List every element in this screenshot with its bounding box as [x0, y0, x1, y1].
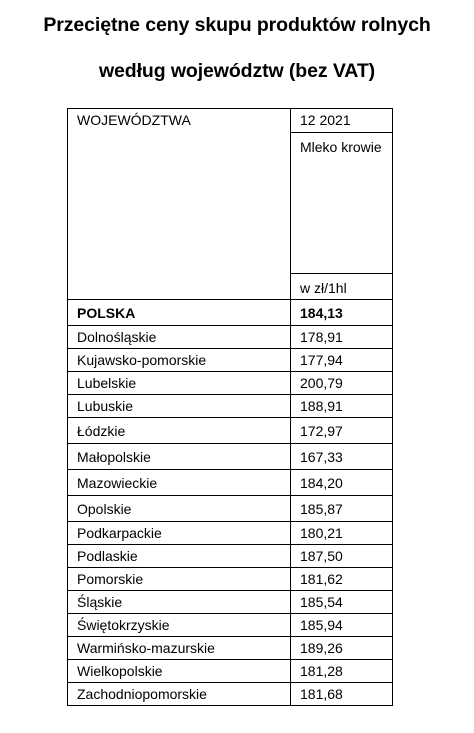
row-price: 181,68: [291, 683, 393, 706]
row-price: 187,50: [291, 545, 393, 568]
row-name: Łódzkie: [68, 418, 291, 444]
row-name: Opolskie: [68, 496, 291, 522]
header-unit: w zł/1hl: [291, 274, 393, 300]
table-row: [68, 545, 393, 568]
row-price: 181,62: [291, 568, 393, 591]
table-row: [68, 683, 393, 706]
row-price: 185,94: [291, 614, 393, 637]
row-name: Lubuskie: [68, 395, 291, 418]
row-name: Warmińsko-mazurskie: [68, 637, 291, 660]
row-price: 189,26: [291, 637, 393, 660]
table-row: [68, 660, 393, 683]
table-header-row: [68, 109, 393, 133]
table-row: [68, 418, 393, 444]
table-row: [68, 496, 393, 522]
row-price: 184,20: [291, 470, 393, 496]
table-row: [68, 372, 393, 395]
row-price: 185,87: [291, 496, 393, 522]
table-row: [68, 395, 393, 418]
row-price: 177,94: [291, 349, 393, 372]
table-row: [68, 349, 393, 372]
row-name: Wielkopolskie: [68, 660, 291, 683]
table-row: [68, 522, 393, 545]
row-price: 188,91: [291, 395, 393, 418]
header-voivodeship: WOJEWÓDZTWA: [68, 109, 291, 300]
row-name: Dolnośląskie: [68, 326, 291, 349]
row-price: 185,54: [291, 591, 393, 614]
table-row: [68, 444, 393, 470]
row-name: Świętokrzyskie: [68, 614, 291, 637]
row-price: 180,21: [291, 522, 393, 545]
row-name: Zachodniopomorskie: [68, 683, 291, 706]
table-row: [68, 591, 393, 614]
table-row: [68, 568, 393, 591]
table-row: [68, 637, 393, 660]
table-row-total: [68, 300, 393, 326]
prices-table: [67, 108, 393, 706]
header-product: Mleko krowie: [291, 133, 393, 274]
row-name: POLSKA: [68, 300, 291, 326]
row-price: 178,91: [291, 326, 393, 349]
row-name: Podlaskie: [68, 545, 291, 568]
row-price: 184,13: [291, 300, 393, 326]
row-name: Małopolskie: [68, 444, 291, 470]
row-name: Kujawsko-pomorskie: [68, 349, 291, 372]
row-price: 181,28: [291, 660, 393, 683]
row-price: 172,97: [291, 418, 393, 444]
row-name: Śląskie: [68, 591, 291, 614]
row-price: 200,79: [291, 372, 393, 395]
row-name: Pomorskie: [68, 568, 291, 591]
table-row: [68, 326, 393, 349]
row-name: Podkarpackie: [68, 522, 291, 545]
page-title-line-1: Przeciętne ceny skupu produktów rolnych: [43, 14, 431, 36]
row-price: 167,33: [291, 444, 393, 470]
table-row: [68, 470, 393, 496]
table-row: [68, 614, 393, 637]
row-name: Lubelskie: [68, 372, 291, 395]
header-date: 12 2021: [291, 109, 393, 133]
row-name: Mazowieckie: [68, 470, 291, 496]
page-title-line-2: według województw (bez VAT): [98, 60, 376, 82]
